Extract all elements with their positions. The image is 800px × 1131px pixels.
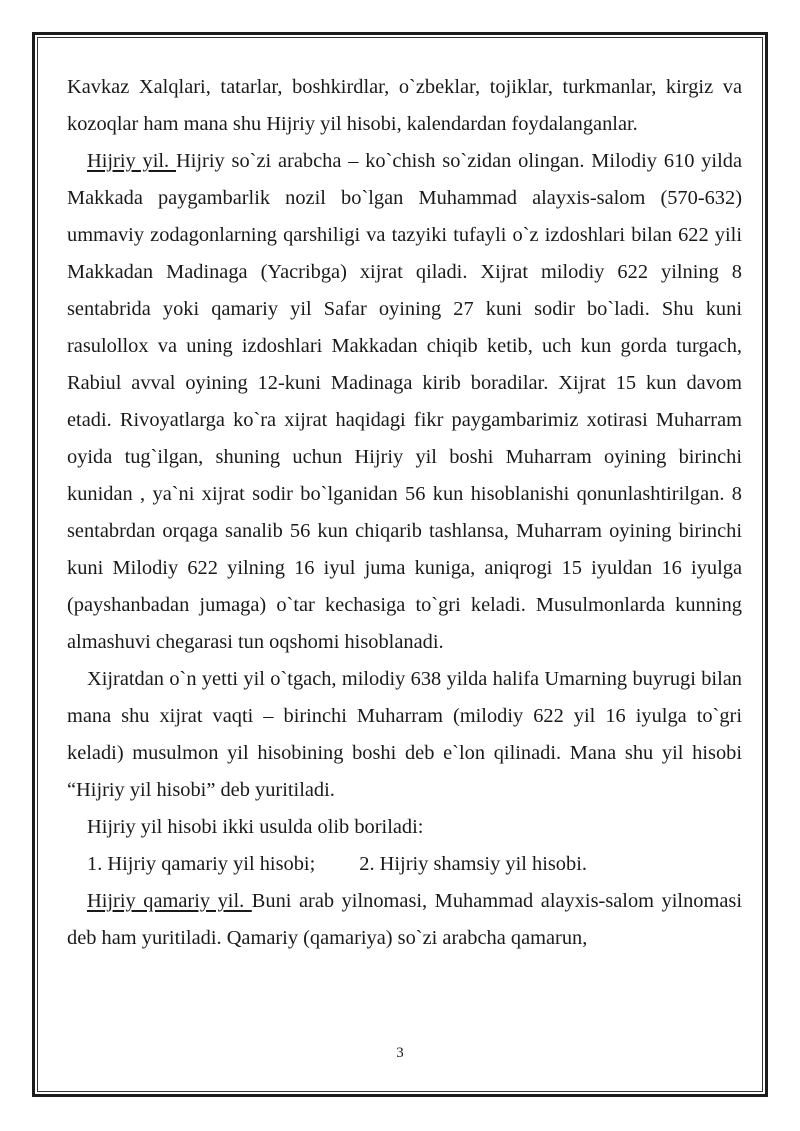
list-item-1: 1. Hijriy qamariy yil hisobi; bbox=[87, 853, 316, 875]
paragraph-text: Hijriy yil hisobi ikki usulda olib boriladi: bbox=[87, 816, 424, 838]
paragraph-text: Hijriy so`zi arabcha – ko`chish so`zidan olingan. Milodiy 610 yilda Makkada paygambarlik nozil bo`lgan Muhammad alayxis-salom (570-632) ummaviy zodagonlarning qarshiligi va tazyiki tufayli o`z izdoshlari bilan 622 yili Makkadan Madinaga (Yacribga) xijrat qiladi. Xijrat milodiy 622 yilning 8 sentabrida yoki qamariy yil Safar oyining 27 kuni sodir bo`ladi. Shu kuni rasulollox va uning izdoshlari Makkadan chiqib ketib, uch kun gorda turgach, Rabiul avval oyining 12-kuni Madinaga kirib boradilar. Xijrat 15 kun davom etadi. Rivoyatlarga ko`ra xijrat haqidagi fikr paygambarimiz xotirasi Muharram oyida tug`ilgan, shuning uchun Hijriy yil boshi Muharram oyining birinchi kunidan , ya`ni xijrat sodir bo`lganidan 56 kun hisoblanishi qonunlashtirilgan. 8 sentabrdan orqaga sanalib 56 kun chiqarib tashlansa, Muharram oyining birinchi kuni Milodiy 622 yilning 16 iyul juma kuniga, aniqrogi 15 iyuldan 16 iyulga (payshanbadan jumaga) o`tar kechasiga to`gri keladi. Musulmonlarda kunning almashuvi chegarasi tun oqshomi hisoblanadi. bbox=[67, 150, 742, 653]
paragraph-text: Xijratdan o`n yetti yil o`tgach, milodiy 638 yilda halifa Umarning buyrugi bilan mana shu xijrat vaqti – birinchi Muharram (milodiy 622 yil 16 iyulga to`gri keladi) musulmon yil hisobining boshi deb e`lon qilinadi. Mana shu yil hisobi “Hijriy yil hisobi” deb yuritiladi. bbox=[67, 668, 742, 801]
section-heading-hijriy-qamariy: Hijriy qamariy yil. bbox=[87, 890, 252, 912]
page-number: 3 bbox=[396, 1045, 404, 1061]
paragraph-hijriy-yil bbox=[67, 143, 742, 661]
paragraph-hijriy-qamariy bbox=[67, 883, 742, 957]
paragraph-text: Kavkaz Xalqlari, tatarlar, boshkirdlar, o`zbeklar, tojiklar, turkmanlar, kirgiz va kozoqlar ham mana shu Hijriy yil hisobi, kalendardan foydalanganlar. bbox=[67, 76, 742, 135]
section-heading-hijriy-yil: Hijriy yil. bbox=[87, 150, 176, 172]
method-list bbox=[67, 846, 742, 883]
paragraph-xijratdan bbox=[67, 661, 742, 809]
list-item-2: 2. Hijriy shamsiy yil hisobi. bbox=[359, 853, 587, 875]
paragraph-text: Buni arab yilnomasi, Muhammad alayxis-salom yilnomasi deb ham yuritiladi. Qamariy (qamariya) so`zi arabcha qamarun, bbox=[67, 890, 742, 949]
paragraph-intro bbox=[67, 69, 742, 143]
paragraph-two-methods bbox=[67, 809, 742, 846]
document-body bbox=[67, 69, 742, 957]
